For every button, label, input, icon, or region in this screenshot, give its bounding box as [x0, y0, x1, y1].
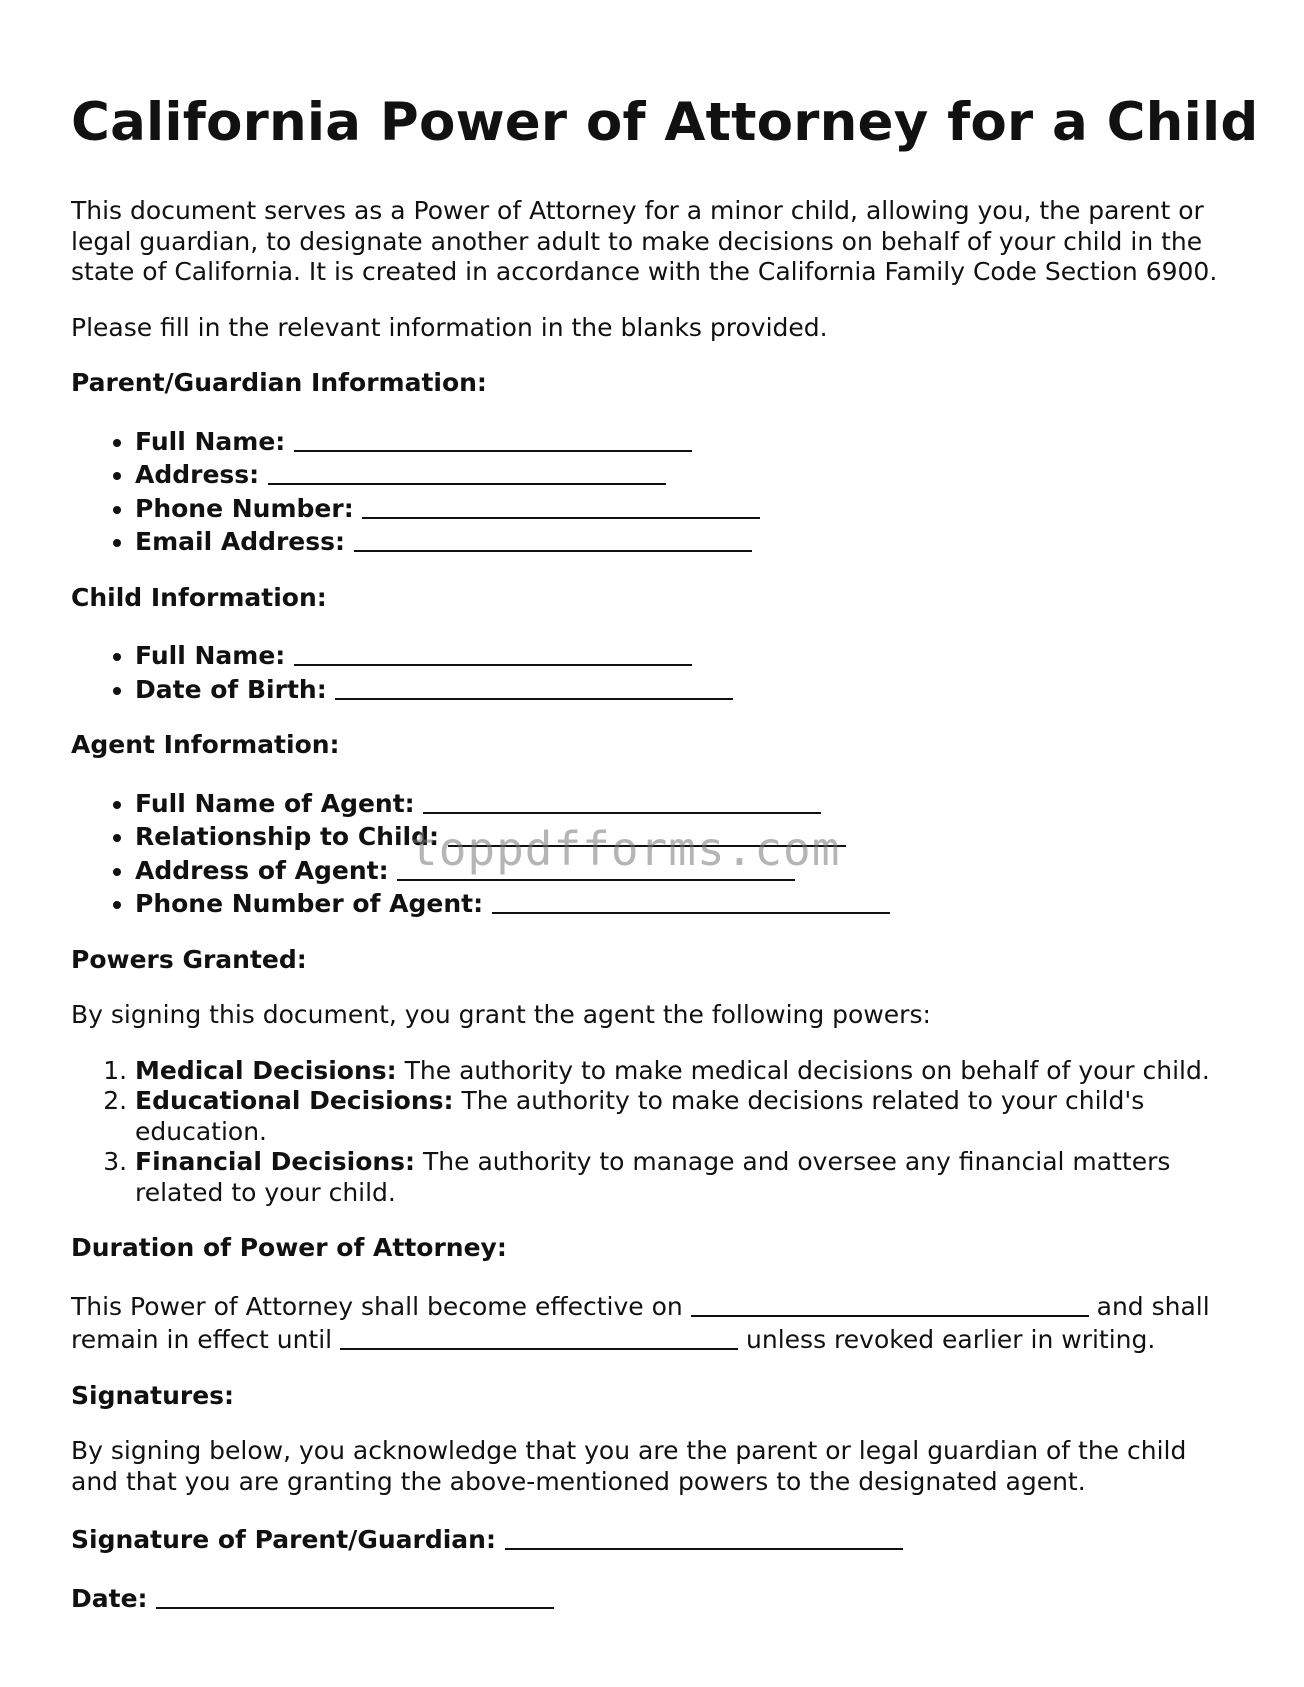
date-line: [71, 1581, 1241, 1615]
child-dob-blank[interactable]: [335, 674, 733, 700]
parent-phone-field: [135, 491, 1241, 525]
powers-section-heading: Powers Granted:: [71, 944, 307, 974]
signature-label: Signature of Parent/Guardian:: [71, 1525, 496, 1554]
agent-phone-blank[interactable]: [492, 888, 890, 914]
agent-relationship-field: [135, 819, 1241, 853]
child-dob-field: [135, 672, 1241, 706]
field-label: Full Name:: [135, 641, 286, 670]
parent-full-name-field: [135, 424, 1241, 458]
power-label: Financial Decisions:: [135, 1147, 416, 1176]
parent-field-list: [71, 424, 1241, 558]
parent-email-field: [135, 524, 1241, 558]
duration-text-part2: and shall remain in effect until: [71, 1291, 1210, 1354]
date-label: Date:: [71, 1583, 148, 1613]
field-label: Date of Birth:: [135, 674, 327, 704]
child-full-name-blank[interactable]: [294, 640, 692, 666]
agent-full-name-blank[interactable]: [423, 788, 821, 814]
child-section-heading: Child Information:: [71, 582, 327, 612]
power-text: The authority to manage and oversee any financial matters related to your child.: [135, 1147, 1171, 1207]
field-label: Address:: [135, 460, 260, 489]
power-item-financial: [135, 1147, 1241, 1208]
duration-text-part3: unless revoked earlier in writing.: [746, 1325, 1156, 1354]
power-label: Educational Decisions:: [135, 1086, 454, 1115]
field-label: Full Name of Agent:: [135, 788, 415, 818]
power-text: The authority to make decisions related to your child's education.: [135, 1086, 1145, 1146]
powers-list: [71, 1056, 1241, 1209]
signatures-section-heading: Signatures:: [71, 1380, 235, 1410]
field-label: Relationship to Child:: [135, 822, 439, 851]
field-label: Phone Number of Agent:: [135, 889, 484, 918]
child-full-name-field: [135, 638, 1241, 672]
agent-phone-field: [135, 886, 1241, 920]
power-text: The authority to make medical decisions on behalf of your child.: [404, 1055, 1210, 1085]
watermark-text: toppdfforms.com: [410, 822, 841, 876]
power-item-medical: [135, 1056, 1241, 1087]
agent-address-blank[interactable]: [397, 855, 795, 881]
powers-lead-paragraph: By signing this document, you grant the agent the following powers:: [71, 1000, 931, 1029]
parent-email-blank[interactable]: [354, 526, 752, 552]
parent-section-heading: Parent/Guardian Information:: [71, 368, 487, 397]
field-label: Address of Agent:: [135, 855, 389, 885]
field-label: Email Address:: [135, 527, 346, 556]
signatures-paragraph: By signing below, you acknowledge that you are the parent or legal guardian of the child and that you are granting the above-mentioned powers to the designated agent.: [71, 1436, 1187, 1496]
power-label: Medical Decisions:: [135, 1055, 397, 1085]
field-label: Phone Number:: [135, 493, 354, 523]
end-date-blank[interactable]: [340, 1324, 738, 1350]
agent-address-field: [135, 853, 1241, 887]
intro-paragraph: This document serves as a Power of Attorney for a minor child, allowing you, the parent or legal guardian, to designate another adult to make decisions on behalf of your child in the state of California. It is created in accordance with the California Family Code Section 6900.: [71, 196, 1218, 286]
instructions-paragraph: Please fill in the relevant information in the blanks provided.: [71, 312, 828, 342]
agent-section-heading: Agent Information:: [71, 730, 340, 759]
field-label: Full Name:: [135, 426, 286, 456]
duration-section-heading: Duration of Power of Attorney:: [71, 1233, 507, 1262]
signature-line: [71, 1522, 1241, 1556]
document-title: California Power of Attorney for a Child: [71, 92, 1259, 153]
parent-address-blank[interactable]: [268, 459, 666, 485]
parent-phone-blank[interactable]: [362, 493, 760, 519]
parent-address-field: [135, 457, 1241, 491]
child-field-list: [71, 638, 1241, 705]
document-page: [71, 0, 1259, 1614]
signature-blank[interactable]: [505, 1524, 903, 1550]
agent-full-name-field: [135, 786, 1241, 820]
agent-field-list: [71, 786, 1241, 920]
effective-date-blank[interactable]: [691, 1291, 1089, 1317]
duration-text-part1: This Power of Attorney shall become effective on: [71, 1291, 683, 1321]
duration-paragraph: [71, 1289, 1241, 1356]
parent-full-name-blank[interactable]: [294, 426, 692, 452]
agent-relationship-blank[interactable]: [448, 821, 846, 847]
power-item-educational: [135, 1086, 1241, 1147]
date-blank[interactable]: [156, 1583, 554, 1609]
